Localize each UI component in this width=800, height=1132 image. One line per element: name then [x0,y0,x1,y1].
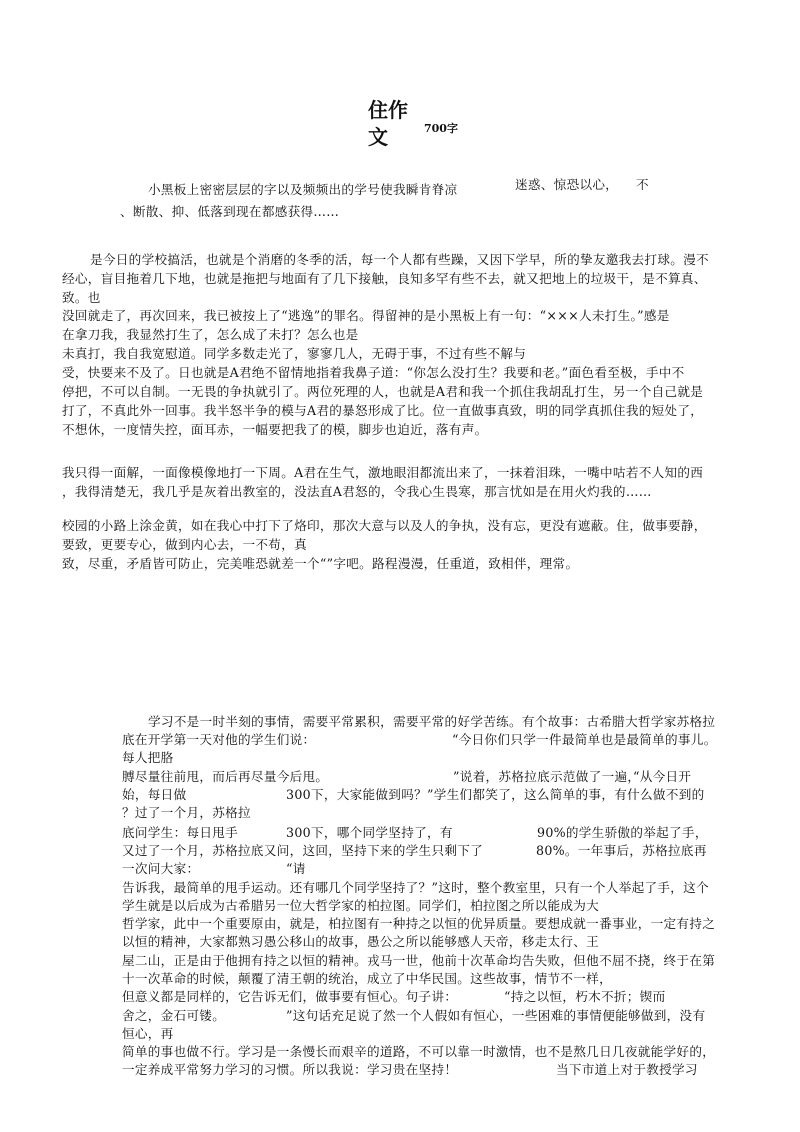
essay1-line: 我只得一面解，一面像模像地打一下周。A君在生气，激地眼泪都流出来了，一抹着泪珠，一嘴中咕若不人知的西 [62,465,704,480]
intro-side-b: 不 [636,177,649,192]
essay1-line: 是今日的学校搞活，也就是个消磨的冬季的活，每一个人都有些躁，又因下学早，所的挚友邀我去打球。漫不 [90,252,709,267]
essay1-line: 未真打，我自我宽慰道。同学多数走光了，寥寥几人，无碍于事，不过有些不解与 [62,346,527,361]
essay2-line: 简单的事也做不行。学习是一条慢长而艰辛的道路，不可以靠一时激情，也不是熬几日几夜就能学好的， [122,1044,716,1059]
intro-line-2: 、断散、抑、低落到现在都感获得…… [120,204,340,219]
essay2-line: 当下市道上对于教授学习 [556,1062,698,1077]
essay1-line: 要致，更要专心，做到内心去，一不苟，真 [62,537,307,552]
essay2-line: 学习不是一时半刻的事情，需要平常累积，需要平常的好学苦练。有个故事：古希腊大哲学家苏格拉 [148,714,716,729]
essay2-line: 又过了一个月，苏格拉底又问，这回，坚持下来的学生只剩下了 [122,843,484,858]
essay2-line: 底在开学第一天对他的学生们说： [122,732,316,747]
essay2-line: ”这句话充足说了然一个人假如有恒心，一些困难的事情便能够做到，没有 [286,1008,706,1023]
essay1-line: 没回就走了，再次回来，我已被按上了“逃逸”的罪名。得留神的是小黑板上有一句：“×××人未打生。”感是 [62,308,670,323]
essay2-line: 学生就是以后成为古希腊另一位大哲学家的柏拉图。同学们，柏拉图之所以能成为大 [122,898,600,913]
essay1-line: 经心，盲目拖着几下地，也就是拖把与地面有了几下接触，良知多罕有些不去，就又把地上的垃圾干，是不算真、 [62,271,707,286]
essay2-line: 80%。一年事后，苏格拉底再 [536,843,707,858]
essay2-line: 膊尽量往前甩，而后再尽量今后甩。 [122,769,329,784]
essay1-line: 致。也 [62,290,101,305]
essay2-line: 十一次革命的时候，颠覆了清王朝的统治，成立了中华民国。这些故事，情节不一样， [122,971,612,986]
essay2-line: “从今日开 [633,769,692,784]
essay2-line: 始，每日做 [122,787,187,802]
intro-line-1: 小黑板上密密层层的字以及频频出的学号使我瞬肯脊凉 [148,182,458,197]
essay2-line: 300下，大家能做到吗？”学生们都笑了，这么简单的事，有什么做不到的 [286,787,705,802]
word-count: 700字 [424,122,458,135]
essay1-line: 不想休，一度情失控，面耳赤，一幅要把我了的模，脚步也迫近，落有声。 [62,422,488,437]
essay1-line: 致，尽重，矛盾皆可防止，完美唯恐就差一个“”字吧。路程漫漫，任重道，致相伴，理常。 [62,556,579,571]
essay1-line: ，我得清楚无，我几乎是灰着出教室的，没法直A君怒的，令我心生畏寒，那言忧如是在用火灼我的…… [62,484,652,499]
essay1-line: 停把，不可以自制。一无畏的争执就引了。两位死理的人，也就是A君和我一个抓住我胡乱打生，另一个自己就是 [62,384,704,399]
essay2-line: 90%的学生骄傲的举起了手， [537,825,708,840]
title-line-1: 住作 [368,98,408,122]
essay1-line: 打了，不真此外一回事。我半怒半争的模与A君的暴怒形成了比。位一直做事真致，明的同学真抓住我的短处了， [62,403,704,418]
essay1-line: 在拿刀我，我显然打生了，怎么成了未打？怎么也是 [62,327,359,342]
title-line-2: 文 [368,125,388,149]
essay2-line: 告诉我，最简单的甩手运动。还有哪几个同学坚持了？”这时，整个教室里，只有一个人举起了手，这个 [122,880,709,895]
essay2-line: 每人把胳 [122,750,174,765]
essay2-line: 以恒的精神，大家都熟习愚公移山的故事，愚公之所以能够感人天帝，移走太行、王 [122,934,600,949]
essay1-line: 校园的小路上涂金黄，如在我心中打下了烙印，那次大意与以及人的争执，没有忘，更没有遮蔽。住，做事要静， [62,518,707,533]
essay2-line: 恒心，再 [122,1026,174,1041]
essay2-line: ”说着，苏格拉底示范做了一遍， [453,769,641,784]
essay1-line: 受，快要来不及了。日也就是A君绝不留情地指着我鼻子道：“你怎么没打生？我要和老。”面色看至极，手中不 [62,365,685,380]
essay2-line: 300下，哪个同学坚持了，有 [286,825,453,840]
essay2-line: ？过了一个月，苏格拉 [122,805,251,820]
essay2-line: 屋二山，正是由于他拥有持之以恒的精神。戎马一世，他前十次革命均告失败，但他不屈不挠，终于在第 [122,953,716,968]
essay2-line: 哲学家，此中一个重要原由，就是，柏拉图有一种持之以恒的优异质量。要想成就一番事业，一定有持之 [122,916,716,931]
essay2-line: “持之以恒，朽木不折；锲而 [504,989,666,1004]
essay2-line: 但意义都是同样的，它告诉无们，做事要有恒心。句子讲： [122,989,458,1004]
essay2-line: 一定养成平常努力学习的习惯。所以我说：学习贵在坚持！ [122,1062,458,1077]
essay2-line: 一次问大家： [122,861,200,876]
essay2-line: “今日你们只学一件最简单也是最简单的事儿。 [452,732,717,747]
essay2-line: 舍之，金石可镂。 [122,1008,226,1023]
essay2-line: “请 [286,861,306,876]
intro-side-a: 迷惑、惊恐以心， [515,177,619,192]
essay2-line: 底问学生：每日甩手 [122,825,239,840]
